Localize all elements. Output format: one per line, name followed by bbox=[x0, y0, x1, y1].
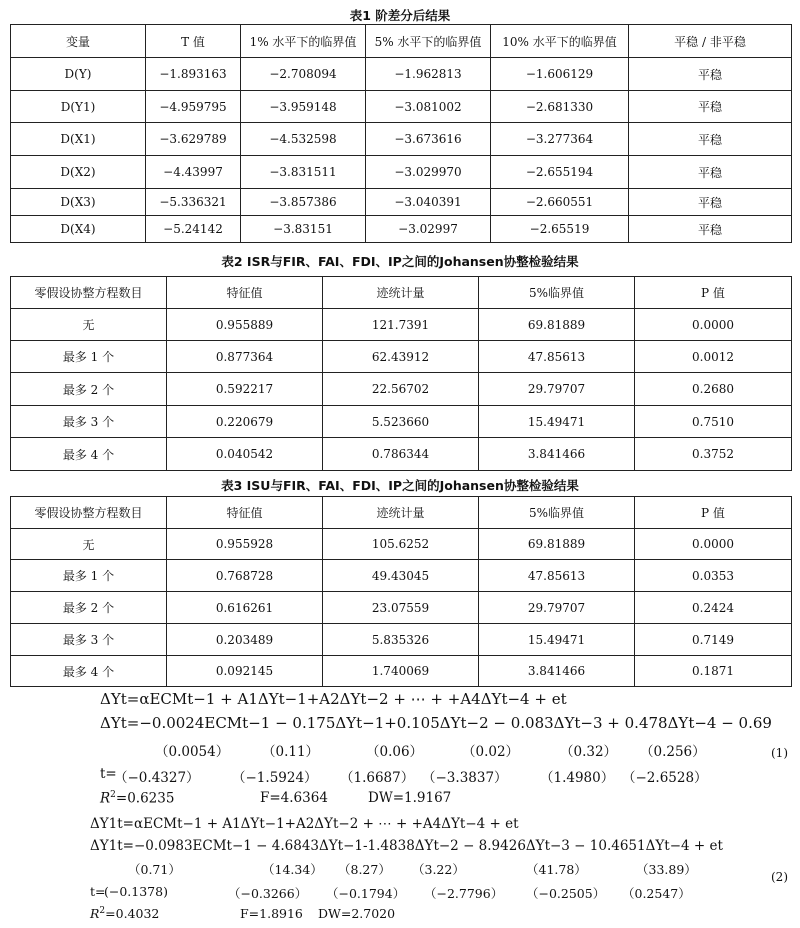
table1-header-cell: 平稳 / 非平稳 bbox=[629, 25, 792, 58]
table-cell: 0.203489 bbox=[167, 624, 323, 656]
eq2-f: F=1.8916 bbox=[240, 906, 303, 921]
table-cell: 0.768728 bbox=[167, 560, 323, 592]
table1-header-cell: 变量 bbox=[11, 25, 146, 58]
table2-header-cell: 零假设协整方程数目 bbox=[11, 277, 167, 309]
table-cell: 1.740069 bbox=[323, 656, 479, 687]
table-cell: 0.3752 bbox=[635, 438, 792, 471]
eq1-estimated: ΔYt=−0.0024ECMt−1 − 0.175ΔYt−1+0.105ΔYt−2 − 0.083ΔYt−3 + 0.478ΔYt−4 − 0.69 bbox=[100, 714, 772, 732]
eq2-t: （−0.1794） bbox=[326, 886, 406, 901]
eq1-dw: DW=1.9167 bbox=[368, 790, 452, 806]
table-cell: −3.277364 bbox=[491, 123, 629, 156]
table-cell: 0.0000 bbox=[635, 309, 792, 341]
table-cell: 22.56702 bbox=[323, 373, 479, 406]
table-cell: −1.606129 bbox=[491, 58, 629, 91]
table3-header-cell: 零假设协整方程数目 bbox=[11, 497, 167, 529]
table-cell: 49.43045 bbox=[323, 560, 479, 592]
table-cell: 47.85613 bbox=[479, 341, 635, 373]
table-cell: 3.841466 bbox=[479, 656, 635, 687]
table-cell: 5.523660 bbox=[323, 406, 479, 438]
table-cell: 0.0012 bbox=[635, 341, 792, 373]
eq1-se: （0.11） bbox=[262, 744, 320, 760]
eq2-se: （41.78） bbox=[526, 862, 587, 877]
table-cell: 最多 4 个 bbox=[11, 438, 167, 471]
eq1-t: （1.4980） bbox=[540, 770, 615, 786]
eq2-t: （−2.7796） bbox=[424, 886, 504, 901]
eq1-se: （0.0054） bbox=[155, 744, 230, 760]
table-cell: 0.2680 bbox=[635, 373, 792, 406]
table1-header-row bbox=[11, 25, 792, 58]
table3-caption: 表3 ISU与FIR、FAI、FDI、IP之间的Johansen协整检验结果 bbox=[221, 478, 579, 493]
eq1-t: （−3.3837） bbox=[422, 770, 508, 786]
eq2-general: ΔY1t=αECMt−1 + A1ΔYt−1+A2ΔYt−2 + ⋯ + +A4ΔYt−4 + et bbox=[90, 816, 519, 832]
table-cell: 0.0353 bbox=[635, 560, 792, 592]
eq1-se: （0.06） bbox=[366, 744, 424, 760]
eq1-r2: $R^2=0.6235$ bbox=[100, 790, 175, 807]
table-cell: −3.673616 bbox=[366, 123, 491, 156]
table-cell: −2.660551 bbox=[491, 189, 629, 216]
eq2-t: （0.2547） bbox=[622, 886, 691, 901]
table-cell: 最多 3 个 bbox=[11, 624, 167, 656]
table-cell: 0.1871 bbox=[635, 656, 792, 687]
eq1-se: （0.32） bbox=[560, 744, 618, 760]
eq2-r2: $R^2=0.4032$ bbox=[90, 906, 160, 922]
table-cell: −2.681330 bbox=[491, 91, 629, 123]
table3 bbox=[10, 496, 792, 687]
eq2-t: (−0.1378) bbox=[104, 884, 168, 899]
table-cell: −1.893163 bbox=[146, 58, 241, 91]
eq2-se: （0.71） bbox=[128, 862, 181, 877]
table1-header-cell: 10% 水平下的临界值 bbox=[491, 25, 629, 58]
table2-header-cell: 迹统计量 bbox=[323, 277, 479, 309]
eq2-t: （−0.2505） bbox=[526, 886, 606, 901]
table-cell: 0.616261 bbox=[167, 592, 323, 624]
table-cell: D(X1) bbox=[11, 123, 146, 156]
table1-header-cell: 5% 水平下的临界值 bbox=[366, 25, 491, 58]
table2-header-row bbox=[11, 277, 792, 309]
table-cell: D(X3) bbox=[11, 189, 146, 216]
table-row bbox=[11, 216, 792, 243]
eq1-se: （0.256） bbox=[640, 744, 706, 760]
table-row bbox=[11, 341, 792, 373]
table-cell: 5.835326 bbox=[323, 624, 479, 656]
eq2-se: （8.27） bbox=[338, 862, 391, 877]
table-cell: 29.79707 bbox=[479, 373, 635, 406]
table1-header-cell: T 值 bbox=[146, 25, 241, 58]
table-cell: −3.83151 bbox=[241, 216, 366, 243]
table-cell: D(X2) bbox=[11, 156, 146, 189]
eq2-number: (2) bbox=[771, 870, 788, 884]
table-cell: −3.629789 bbox=[146, 123, 241, 156]
table-cell: 平稳 bbox=[629, 91, 792, 123]
table-cell: 69.81889 bbox=[479, 309, 635, 341]
table-row bbox=[11, 91, 792, 123]
table-cell: D(Y) bbox=[11, 58, 146, 91]
table-cell: −2.655194 bbox=[491, 156, 629, 189]
table-cell: −4.959795 bbox=[146, 91, 241, 123]
table-cell: −3.029970 bbox=[366, 156, 491, 189]
table2-header-cell: 5%临界值 bbox=[479, 277, 635, 309]
eq2-estimated: ΔY1t=−0.0983ECMt−1 − 4.6843ΔYt−1-1.4838ΔYt−2 − 8.9426ΔYt−3 − 10.4651ΔYt−4 + et bbox=[90, 838, 723, 854]
table-cell: 平稳 bbox=[629, 156, 792, 189]
eq1-general: ΔYt=αECMt−1 + A1ΔYt−1+A2ΔYt−2 + ⋯ + +A4ΔYt−4 + et bbox=[100, 690, 567, 708]
table3-header-cell: 特征值 bbox=[167, 497, 323, 529]
table-row bbox=[11, 560, 792, 592]
table-cell: 0.0000 bbox=[635, 529, 792, 560]
table-cell: 15.49471 bbox=[479, 406, 635, 438]
eq2-t: （−0.3266） bbox=[228, 886, 308, 901]
eq2-se: （3.22） bbox=[412, 862, 465, 877]
eq1-t-prefix: t= bbox=[100, 766, 117, 782]
eq1-t: （1.6687） bbox=[340, 770, 415, 786]
eq1-t: （−0.4327） bbox=[114, 770, 200, 786]
table-cell: 无 bbox=[11, 309, 167, 341]
table-cell: 0.220679 bbox=[167, 406, 323, 438]
table3-header-cell: 5%临界值 bbox=[479, 497, 635, 529]
table-cell: 0.7149 bbox=[635, 624, 792, 656]
table-row bbox=[11, 406, 792, 438]
table-cell: D(Y1) bbox=[11, 91, 146, 123]
table-row bbox=[11, 438, 792, 471]
eq1-number: (1) bbox=[771, 746, 788, 760]
table-row bbox=[11, 156, 792, 189]
table-cell: −3.857386 bbox=[241, 189, 366, 216]
table-cell: −3.081002 bbox=[366, 91, 491, 123]
table-cell: −4.532598 bbox=[241, 123, 366, 156]
table2-header-cell: P 值 bbox=[635, 277, 792, 309]
eq1-f: F=4.6364 bbox=[260, 790, 328, 806]
table-row bbox=[11, 624, 792, 656]
table-cell: 0.955889 bbox=[167, 309, 323, 341]
table-row bbox=[11, 592, 792, 624]
table1 bbox=[10, 24, 792, 243]
table-cell: 最多 4 个 bbox=[11, 656, 167, 687]
table1-header-cell: 1% 水平下的临界值 bbox=[241, 25, 366, 58]
eq2-se: （33.89） bbox=[636, 862, 697, 877]
table-cell: 最多 2 个 bbox=[11, 592, 167, 624]
table1-caption: 表1 阶差分后结果 bbox=[349, 8, 451, 23]
table-cell: 最多 1 个 bbox=[11, 560, 167, 592]
table-cell: 最多 3 个 bbox=[11, 406, 167, 438]
table-cell: 最多 1 个 bbox=[11, 341, 167, 373]
table-cell: −4.43997 bbox=[146, 156, 241, 189]
table-cell: 0.040542 bbox=[167, 438, 323, 471]
table2 bbox=[10, 276, 792, 471]
table-cell: 最多 2 个 bbox=[11, 373, 167, 406]
eq2-t-prefix: t= bbox=[90, 884, 106, 899]
table-cell: 15.49471 bbox=[479, 624, 635, 656]
table-cell: 121.7391 bbox=[323, 309, 479, 341]
table-cell: 平稳 bbox=[629, 58, 792, 91]
table-cell: −2.65519 bbox=[491, 216, 629, 243]
table2-header-cell: 特征值 bbox=[167, 277, 323, 309]
eq2-dw: DW=2.7020 bbox=[318, 906, 396, 921]
table-cell: 47.85613 bbox=[479, 560, 635, 592]
table-cell: 62.43912 bbox=[323, 341, 479, 373]
table-cell: 0.955928 bbox=[167, 529, 323, 560]
table-cell: D(X4) bbox=[11, 216, 146, 243]
table-cell: 105.6252 bbox=[323, 529, 479, 560]
eq1-se: （0.02） bbox=[462, 744, 520, 760]
table-row bbox=[11, 123, 792, 156]
table-row bbox=[11, 529, 792, 560]
table-cell: −5.24142 bbox=[146, 216, 241, 243]
table-cell: 23.07559 bbox=[323, 592, 479, 624]
table-cell: 无 bbox=[11, 529, 167, 560]
table-cell: 3.841466 bbox=[479, 438, 635, 471]
table-cell: 平稳 bbox=[629, 123, 792, 156]
table-cell: −3.02997 bbox=[366, 216, 491, 243]
table-cell: 0.092145 bbox=[167, 656, 323, 687]
table-cell: −3.959148 bbox=[241, 91, 366, 123]
table-row bbox=[11, 309, 792, 341]
table-cell: 平稳 bbox=[629, 216, 792, 243]
eq1-t: （−2.6528） bbox=[622, 770, 708, 786]
table-cell: 0.877364 bbox=[167, 341, 323, 373]
table-cell: 29.79707 bbox=[479, 592, 635, 624]
table3-header-cell: 迹统计量 bbox=[323, 497, 479, 529]
table-cell: 平稳 bbox=[629, 189, 792, 216]
table-cell: 69.81889 bbox=[479, 529, 635, 560]
table2-caption: 表2 ISR与FIR、FAI、FDI、IP之间的Johansen协整检验结果 bbox=[221, 254, 579, 269]
table3-header-cell: P 值 bbox=[635, 497, 792, 529]
table-cell: −1.962813 bbox=[366, 58, 491, 91]
table-cell: −3.831511 bbox=[241, 156, 366, 189]
table-cell: 0.2424 bbox=[635, 592, 792, 624]
table-cell: 0.592217 bbox=[167, 373, 323, 406]
eq1-t: （−1.5924） bbox=[232, 770, 318, 786]
table-cell: 0.7510 bbox=[635, 406, 792, 438]
table-cell: −2.708094 bbox=[241, 58, 366, 91]
table-row bbox=[11, 656, 792, 687]
table-cell: −5.336321 bbox=[146, 189, 241, 216]
table-cell: 0.786344 bbox=[323, 438, 479, 471]
eq2-se: （14.34） bbox=[262, 862, 323, 877]
table-cell: −3.040391 bbox=[366, 189, 491, 216]
table-row bbox=[11, 58, 792, 91]
table-row bbox=[11, 373, 792, 406]
table-row bbox=[11, 189, 792, 216]
table3-header-row bbox=[11, 497, 792, 529]
